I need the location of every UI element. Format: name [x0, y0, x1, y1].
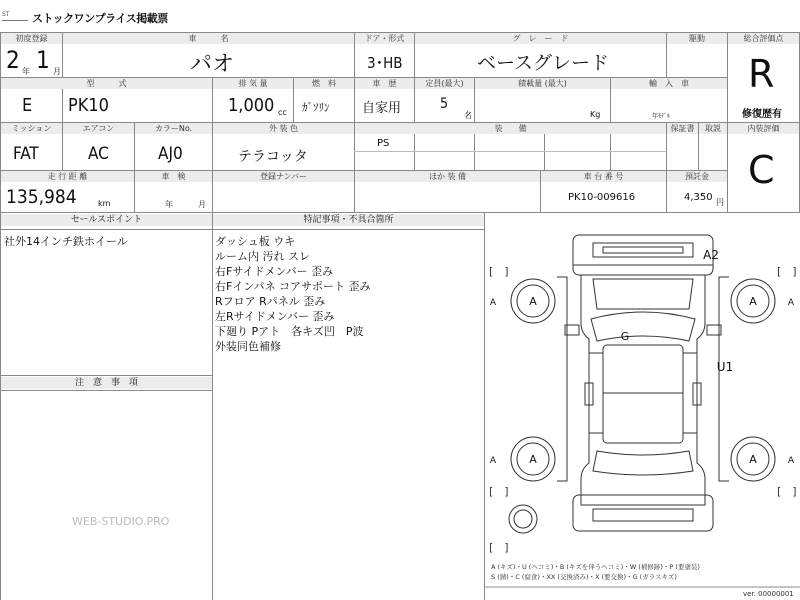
label-model: 型 式 — [1, 78, 212, 89]
label-warranty: 保証書 — [667, 123, 698, 134]
label-drive: 駆動 — [667, 33, 727, 44]
damage-mark: A — [749, 295, 757, 308]
mileage: 135,984 — [6, 186, 77, 208]
deposit: 4,350 — [684, 192, 713, 203]
label-history: 車 歴 — [355, 78, 414, 89]
chassis-no: PK10-009616 — [568, 192, 636, 203]
label-plate: 登録ナンバー — [213, 171, 354, 182]
label-mission: ミッション — [1, 123, 62, 134]
note-item: 右Fインパネ コアサポート 歪み — [215, 280, 371, 293]
reg-month-unit: 月 — [53, 67, 61, 76]
mission: FAT — [13, 144, 39, 164]
svg-text:[ ]: [ ] — [489, 541, 509, 554]
label-exterior-color: 外 装 色 — [213, 123, 354, 134]
damage-mark: G — [620, 330, 630, 343]
reg-month: 1 — [36, 46, 50, 74]
inspection-year: 年 — [165, 200, 173, 209]
label-grade: グ レ ー ド — [415, 33, 666, 44]
label-import: 輸 入 車 — [611, 78, 727, 89]
note-item: ダッシュ板 ウキ — [215, 235, 296, 248]
label-equipment: 装 備 — [355, 123, 666, 134]
aircon: AC — [88, 144, 109, 164]
label-inspection: 車 検 — [135, 171, 212, 182]
door-type: 3･HB — [367, 54, 403, 72]
sales-point-item: 社外14インチ鉄ホイール — [4, 235, 128, 248]
notes-list — [215, 234, 371, 354]
label-color-no: カラーNo. — [135, 123, 212, 134]
color-no: AJ0 — [158, 144, 183, 164]
label-other-equipment: ほか 装 備 — [355, 171, 540, 182]
label-aircon: エアコン — [63, 123, 134, 134]
label-notes: 特記事項・不具合箇所 — [213, 214, 484, 226]
note-item: Rフロア Rパネル 歪み — [215, 295, 326, 308]
car-damage-diagram — [485, 213, 800, 600]
displacement-unit: cc — [278, 108, 287, 117]
overall-score: R — [748, 52, 775, 96]
note-item: 右Fサイドメンバー 歪み — [215, 265, 334, 278]
note-item: 左Rサイドメンバー 歪み — [215, 310, 335, 323]
deposit-unit: 円 — [716, 198, 724, 207]
note-item: ルーム内 汚れ スレ — [215, 250, 310, 263]
label-interior-score: 内装評価 — [728, 123, 799, 134]
damage-mark: A — [787, 456, 795, 466]
label-chassis-no: 車 台 番 号 — [541, 171, 666, 182]
damage-mark: A — [749, 453, 757, 466]
damage-mark: U1 — [716, 360, 734, 374]
label-first-reg: 初度登録 — [1, 33, 62, 44]
label-door-type: ドア・形式 — [355, 33, 414, 44]
displacement: 1,000 — [228, 95, 275, 116]
damage-mark: A — [489, 456, 497, 466]
legend-line-1: A (キズ)・U (ヘコミ)・B (キズを伴うヘコミ)・W (補修跡)・P (要塗装) — [491, 563, 700, 571]
inspection-month: 月 — [198, 200, 206, 209]
label-capacity: 定員(最大) — [415, 78, 474, 89]
load-unit: Kg — [590, 110, 601, 119]
model-prefix: E — [22, 95, 33, 116]
exterior-color: テラコッタ — [238, 149, 308, 165]
damage-mark: A2 — [703, 248, 719, 262]
interior-score: C — [748, 148, 775, 192]
label-load: 積載量 (最大) — [475, 78, 610, 89]
note-item: 外装同色補修 — [215, 340, 281, 353]
legend-line-2: S (錆)・C (腐食)・XX (交換済み)・X (要交換)・G (ガラスキズ) — [491, 573, 677, 581]
capacity-unit: 名 — [464, 111, 472, 120]
note-item: 下廻り Pアト 各キズ凹 P波 — [215, 325, 364, 338]
label-car-name: 車 名 — [63, 33, 354, 44]
reg-year-unit: 年 — [22, 67, 30, 76]
capacity: 5 — [440, 96, 449, 112]
label-overall-score: 総合評価点 — [728, 33, 799, 44]
damage-mark: A — [529, 453, 537, 466]
fuel: ｶﾞｿﾘﾝ — [302, 101, 330, 114]
label-displacement: 排 気 量 — [213, 78, 293, 89]
watermark: WEB-STUDIO.PRO — [72, 515, 170, 528]
label-deposit: 預託金 — [667, 171, 727, 182]
equipment-ps: PS — [377, 138, 390, 149]
page-title: ストックワンプライス掲載票 — [32, 12, 168, 25]
logo: ST — [2, 11, 28, 21]
label-fuel: 燃 料 — [294, 78, 354, 89]
svg-text:[ ]: [ ] — [777, 485, 797, 498]
sales-points-list — [4, 234, 128, 249]
import-model-year: 年ﾓﾃﾞﾙ — [652, 113, 671, 120]
label-manual: 取説 — [699, 123, 727, 134]
svg-text:[ ]: [ ] — [489, 485, 509, 498]
svg-text:[ ]: [ ] — [777, 265, 797, 278]
damage-mark: A — [529, 295, 537, 308]
label-mileage: 走 行 距 離 — [1, 171, 134, 182]
label-sales-points: セールスポイント — [1, 214, 212, 226]
version-label: ver. 00000001 — [743, 590, 794, 598]
car-name: パオ — [190, 52, 235, 77]
reg-year: 2 — [6, 46, 20, 74]
damage-mark: A — [489, 298, 497, 308]
history: 自家用 — [362, 101, 402, 116]
grade: ベースグレード — [477, 52, 610, 74]
svg-text:[ ]: [ ] — [489, 265, 509, 278]
mileage-unit: km — [98, 199, 111, 208]
model: PK10 — [68, 95, 109, 116]
overall-note: 修復歴有 — [742, 109, 782, 120]
damage-mark: A — [787, 298, 795, 308]
label-caution: 注 意 事 項 — [1, 377, 212, 389]
